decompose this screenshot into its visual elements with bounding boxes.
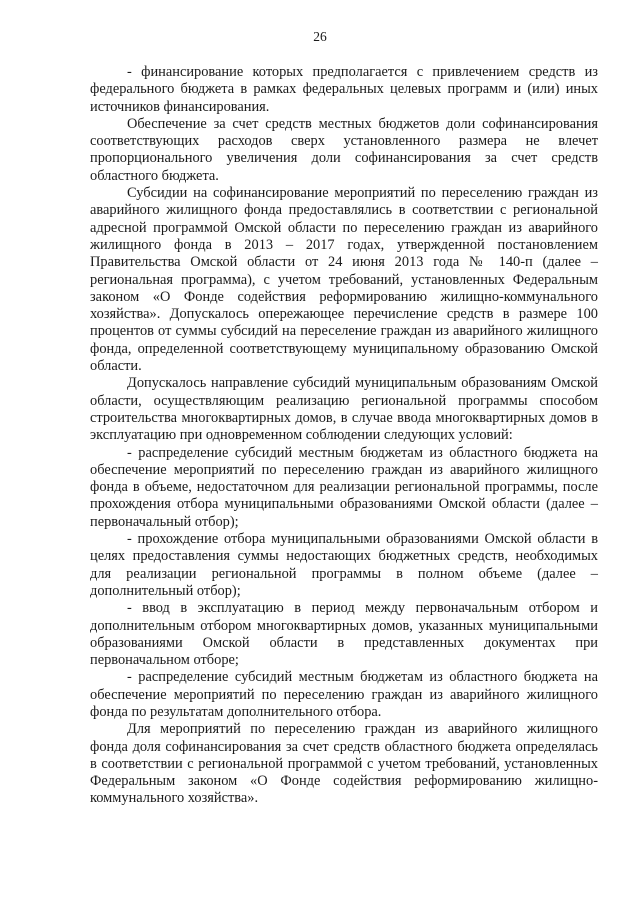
page-number: 26 bbox=[313, 29, 327, 44]
paragraph: Субсидии на софинансирование мероприятий по переселению граждан из аварийного жилищного фонда предоставлялись в соответствии с региональной адресной программой Омской области по переселению граждан из аварийного жилищного фонда в 2013 – 2017 годах, утвержденной постановлением Правительства Омской области от 24 июня 2013 года № 140-п (далее – региональная программа), с учетом требований, установленных Федеральным законом «О Фонде содействия реформированию жилищно-коммунального хозяйства». Допускалось опережающее перечисление средств в размере 100 процентов от суммы субсидий на переселение граждан из аварийного жилищного фонда, определенной соответствующему муниципальному образованию Омской области. bbox=[90, 185, 598, 375]
paragraph: - прохождение отбора муниципальными образованиями Омской области в целях предоставления суммы недостающих бюджетных средств, необходимых для реализации региональной программы в полном объеме (далее – дополнительный отбор); bbox=[90, 531, 598, 599]
paragraph: - распределение субсидий местным бюджетам из областного бюджета на обеспечение мероприятий по переселению граждан из аварийного жилищного фонда по результатам дополнительного отбора. bbox=[90, 669, 598, 720]
paragraph: - распределение субсидий местным бюджетам из областного бюджета на обеспечение мероприятий по переселению граждан из аварийного жилищного фонда в объеме, недостаточном для реализации региональной программы, после прохождения отбора муниципальными образованиями Омской области (далее – первоначальный отбор); bbox=[90, 444, 598, 530]
paragraph: Для мероприятий по переселению граждан из аварийного жилищного фонда доля софинансирования за счет средств областного бюджета определялась в соответствии с региональной программой с учетом требований, установленных Федеральным законом «О Фонде содействия реформированию жилищно-коммунального хозяйства». bbox=[90, 721, 598, 807]
document-body bbox=[90, 64, 598, 808]
paragraph: Обеспечение за счет средств местных бюджетов доли софинансирования соответствующих расходов сверх установленного размера не влечет пропорционального увеличения доли софинансирования за счет средств областного бюджета. bbox=[90, 115, 598, 184]
paragraph: Допускалось направление субсидий муниципальным образованиям Омской области, осуществляющим реализацию региональной программы способом строительства многоквартирных домов, в случае ввода многоквартирных домов в эксплуатацию при одновременном соблюдении следующих условий: bbox=[90, 375, 598, 444]
paragraph: - финансирование которых предполагается с привлечением средств из федерального бюджета в рамках федеральных целевых программ и (или) иных источников финансирования. bbox=[90, 64, 598, 115]
paragraph: - ввод в эксплуатацию в период между первоначальным отбором и дополнительным отбором многоквартирных домов, указанных муниципальными образованиями Омской области в представленных документах при первоначальном отборе; bbox=[90, 600, 598, 669]
